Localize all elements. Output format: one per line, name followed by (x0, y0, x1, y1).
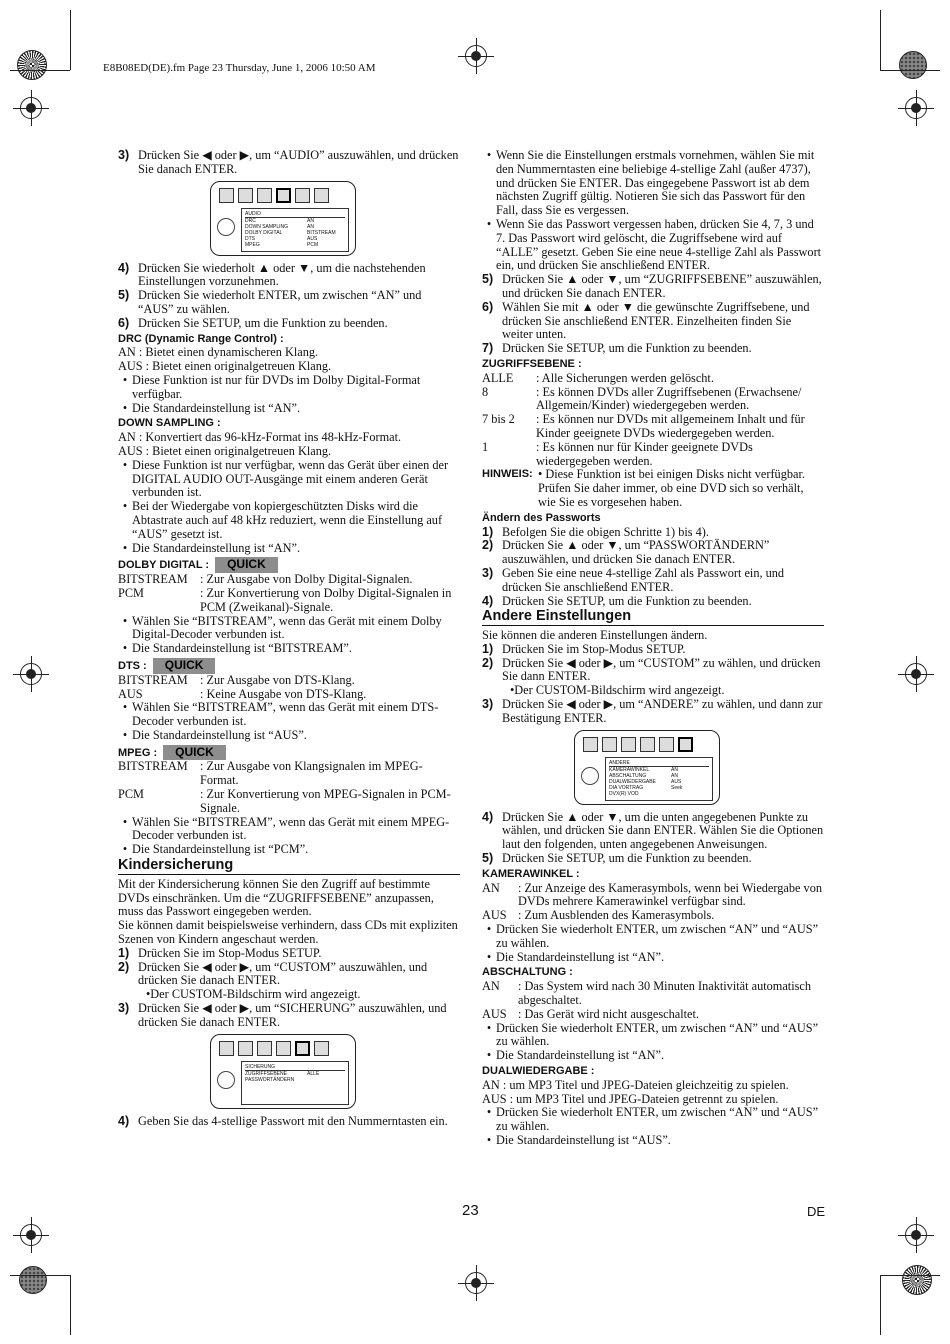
bullet-text: Wählen Sie “BITSTREAM”, wenn das Gerät mit einem DTS-Decoder verbunden ist. (132, 700, 439, 729)
step-item (482, 852, 824, 866)
definition-text: : Es können DVDs aller Zugriffsebenen (Erwachsene/ Allgemein/Kinder) wiedergegeben werden. (536, 384, 802, 413)
bullet-text: Die Standardeinstellung ist “AUS”. (496, 1133, 671, 1147)
step-item (482, 811, 824, 852)
indented-note: •Der CUSTOM-Bildschirm wird angezeigt. (146, 987, 361, 1002)
step-text: Drücken Sie ◀ oder ▶, um “ANDERE” zu wählen, und dann zur Bestätigung ENTER. (502, 697, 823, 725)
definition-text: : Zum Ausblenden des Kamerasymbols. (518, 908, 715, 923)
print-header: E8B08ED(DE).fm Page 23 Thursday, June 1, 2006 10:50 AM (103, 62, 376, 74)
menu-icon-bar (219, 188, 329, 203)
step-item (482, 698, 824, 726)
step-text: Drücken Sie ▲ oder ▼, um die unten angegebenen Punkte zu wählen, und drücken Sie dann ENTER. Wählen Sie die Optionen laut den folgenden, unten angegebenen Anweisungen. (502, 809, 824, 852)
paragraph: AN : um MP3 Titel und JPEG-Dateien gleichzeitig zu spielen. (482, 1077, 789, 1092)
step-text: Drücken Sie SETUP, um die Funktion zu beenden. (138, 315, 388, 330)
menu-row-label: KAMERAWINKEL (609, 766, 650, 773)
definition-term: PCM (118, 585, 144, 600)
step-item (482, 539, 824, 567)
bullet-item (118, 402, 460, 416)
menu-row-label: DTS (245, 235, 255, 242)
menu-tab-icon (238, 1041, 253, 1056)
bullet-text: Die Standardeinstellung ist “AN”. (132, 540, 301, 555)
step-item (482, 595, 824, 609)
menu-title: AUDIO (245, 211, 345, 218)
definition-row (482, 1008, 824, 1022)
definition-row (482, 909, 824, 923)
note-row (482, 468, 824, 509)
definition-term: 7 bis 2 (482, 412, 515, 427)
definition-term: BITSTREAM (118, 672, 188, 687)
section-heading: Kindersicherung (118, 859, 460, 875)
menu-row-value: Seek (671, 784, 683, 791)
menu-row-label: MPEG (245, 241, 260, 248)
subheading: DRC (Dynamic Range Control) : (118, 332, 284, 345)
registration-mark-top (465, 45, 487, 67)
definition-term: AUS (482, 1006, 507, 1021)
bullet-text: Wählen Sie “BITSTREAM”, wenn das Gerät mit einem Dolby Digital-Decoder verbunden ist. (132, 613, 442, 642)
definition-row (482, 372, 824, 386)
bullet-text: Diese Funktion ist nur verfügbar, wenn das Gerät über einen der DIGITAL AUDIO OUT-Ausgänge mit einem anderen Gerät verbunden ist. (132, 457, 449, 500)
definition-term: AN (482, 979, 500, 994)
step-number: 5) (482, 851, 494, 866)
step-text: Drücken Sie im Stop-Modus SETUP. (138, 945, 322, 960)
step-item (482, 567, 824, 595)
step-number: 3) (482, 697, 494, 712)
step-number: 4) (482, 809, 494, 824)
menu-row-value: BITSTREAM (307, 229, 336, 236)
step-number: 4) (118, 1113, 130, 1128)
menu-row-value: AN (307, 223, 314, 230)
bullet-item (118, 701, 460, 729)
bullet-dot: • (486, 922, 492, 937)
menu-row-value: AUS (307, 235, 318, 242)
bullet-dot: • (122, 499, 128, 514)
bullet-text: Die Standardeinstellung ist “AUS”. (132, 727, 307, 742)
menu-row-label: DVX(R) VOD (609, 790, 639, 797)
step-number: 5) (118, 288, 130, 303)
definition-row (482, 441, 824, 469)
bullet-item (118, 843, 460, 857)
crop-mark (880, 1275, 881, 1335)
bullet-item (482, 1106, 824, 1134)
definition-row (482, 386, 824, 414)
menu-tab-icon (314, 1041, 329, 1056)
menu-row-value: AN (671, 772, 678, 779)
menu-tab-icon (295, 1041, 310, 1056)
menu-row-label: DRC (245, 217, 256, 224)
registration-mark-mr (905, 663, 927, 685)
bullet-text: Die Standardeinstellung ist “AN”. (132, 400, 301, 415)
step-text: Wählen Sie mit ▲ oder ▼ die gewünschte Zugriffsebene, und drücken Sie anschließend ENTER. Einzelheiten finden Sie weiter unten. (502, 299, 810, 342)
remote-pad-icon (581, 767, 599, 785)
left-column (118, 149, 460, 1128)
step-text: Geben Sie das 4-stellige Passwort mit den Nummerntasten ein. (138, 1113, 448, 1128)
menu-tab-icon (295, 188, 310, 203)
bullet-item (482, 1134, 824, 1148)
bullet-dot: • (486, 1020, 492, 1035)
definition-row (118, 688, 460, 702)
paragraph: AN : Bietet einen dynamischeren Klang. (118, 345, 319, 360)
menu-tab-icon (314, 188, 329, 203)
menu-tab-icon (621, 737, 636, 752)
paragraph: Sie können damit beispielsweise verhindern, dass CDs mit expliziten Szenen von Kindern angeschaut werden. (118, 918, 458, 947)
bullet-item (482, 149, 824, 218)
definition-term: BITSTREAM (118, 572, 188, 587)
subheading-text: MPEG : (118, 746, 158, 759)
menu-row-label: DUALWIEDERGABE (609, 778, 656, 785)
step-text: Drücken Sie ◀ oder ▶, um “AUDIO” auszuwählen, und drücken Sie danach ENTER. (138, 148, 459, 176)
definition-term: AUS (482, 908, 507, 923)
bullet-dot: • (486, 216, 492, 231)
quick-badge: QUICK (163, 745, 226, 761)
step-number: 2) (482, 538, 494, 553)
bullet-text: Wenn Sie das Passwort vergessen haben, drücken Sie 4, 7, 3 und 7. Das Passwort wird gelöscht, die Zugriffsebene wird auf “ALLE” gesetzt. Geben Sie eine neue 4-stellige Zahl als Passwort ein, und drücken Sie anschließend ENTER. (496, 216, 822, 273)
menu-settings-box (241, 1061, 349, 1105)
menu-title: ANDERE (609, 760, 709, 767)
bullet-text: Wenn Sie die Einstellungen erstmals vornehmen, wählen Sie mit den Nummerntasten eine beliebige 4-stellige Zahl (außer 4737), und drücken Sie ENTER. Das eingegebene Passwort ist ab dem nächsten Zugriff gültig. Notieren Sie sich das Passwort für den Fall, dass Sie es vergessen. (496, 148, 815, 218)
subheading: DOWN SAMPLING : (118, 417, 221, 430)
bullet-dot: • (486, 949, 492, 964)
step-number: 2) (118, 959, 130, 974)
step-text: Drücken Sie wiederholt ▲ oder ▼, um die nachstehenden Einstellungen vorzunehmen. (138, 260, 426, 289)
bullet-text: Die Standardeinstellung ist “BITSTREAM”. (132, 641, 352, 656)
bullet-item (482, 218, 824, 273)
step-item (118, 1115, 460, 1129)
step-text: Drücken Sie SETUP, um die Funktion zu beenden. (502, 341, 752, 356)
definition-row (482, 413, 824, 441)
definition-row (482, 980, 824, 1008)
definition-text: : Zur Ausgabe von Klangsignalen im MPEG-Format. (200, 759, 423, 788)
menu-tab-icon (276, 1041, 291, 1056)
step-item (118, 1002, 460, 1030)
bullet-item (118, 642, 460, 656)
registration-mark-ml (20, 663, 42, 685)
step-number: 4) (482, 593, 494, 608)
subheading-text: DOLBY DIGITAL : (118, 559, 210, 572)
menu-row-value: PCM (307, 241, 319, 248)
bullet-text: Drücken Sie wiederholt ENTER, um zwischen “AN” und “AUS” zu wählen. (496, 1105, 819, 1134)
step-text: Befolgen Sie die obigen Schritte 1) bis 4). (502, 524, 709, 539)
step-number: 1) (118, 945, 130, 960)
bullet-item (482, 951, 824, 965)
menu-row (245, 242, 345, 248)
bullet-text: Die Standardeinstellung ist “AN”. (496, 949, 665, 964)
bullet-item (118, 459, 460, 500)
paragraph: AUS : Bietet einen originalgetreuen Klang. (118, 443, 332, 458)
bullet-item (482, 1049, 824, 1063)
bullet-text: Die Standardeinstellung ist “AN”. (496, 1048, 665, 1063)
menu-tab-icon (257, 188, 272, 203)
definition-term: ALLE (482, 370, 514, 385)
menu-row-value: AN (307, 217, 314, 224)
crop-mark (70, 1275, 71, 1335)
bullet-item (118, 729, 460, 743)
dot-target-tr (899, 51, 927, 79)
bullet-dot: • (486, 1105, 492, 1120)
bullet-dot: • (122, 700, 128, 715)
step-number: 1) (482, 524, 494, 539)
menu-row-label: DOWN SAMPLING (245, 223, 289, 230)
subheading: KAMERAWINKEL : (482, 867, 580, 880)
remote-pad-icon (217, 1071, 235, 1089)
quick-badge: QUICK (153, 658, 216, 674)
registration-mark-br (905, 1224, 927, 1246)
step-item (482, 657, 824, 685)
definition-term: AN (482, 880, 500, 895)
step-number: 5) (482, 272, 494, 287)
bullet-dot: • (122, 372, 128, 387)
step-text: Drücken Sie im Stop-Modus SETUP. (502, 641, 686, 656)
subheading-quick (118, 658, 460, 674)
step-item (118, 317, 460, 331)
bullet-dot: • (122, 540, 128, 555)
bullet-item (482, 923, 824, 951)
registration-mark-tr (905, 97, 927, 119)
step-text: Drücken Sie SETUP, um die Funktion zu beenden. (502, 851, 752, 866)
definition-text: : Zur Konvertierung von MPEG-Signalen in PCM-Signale. (200, 787, 451, 815)
step-text: Drücken Sie wiederholt ENTER, um zwischen “AN” und “AUS” zu wählen. (138, 288, 422, 316)
indented-note: •Der CUSTOM-Bildschirm wird angezeigt. (510, 683, 725, 698)
menu-icon-bar (219, 1041, 329, 1056)
paragraph: Mit der Kindersicherung können Sie den Zugriff auf bestimmte DVDs einschränken. Um die “ZUGRIFFSEBENE” anzupassen, muss das Passwort eingegeben werden. (118, 876, 434, 919)
definition-term: AUS (118, 686, 143, 701)
step-item (118, 149, 460, 177)
menu-title: SICHERUNG (245, 1064, 345, 1071)
menu-icon-bar (583, 737, 693, 752)
step-number: 7) (482, 341, 494, 356)
definition-text: : Keine Ausgabe von DTS-Klang. (200, 686, 367, 701)
setup-menu-screenshot (574, 730, 720, 805)
step-item (482, 342, 824, 356)
step-item (118, 289, 460, 317)
definition-term: 1 (482, 439, 489, 454)
crop-mark (10, 70, 70, 71)
bullet-dot: • (122, 457, 128, 472)
definition-text: : Zur Anzeige des Kamerasymbols, wenn bei Wiedergabe von DVDs mehrere Kamerawinkel verfügbar sind. (518, 880, 822, 909)
menu-tab-icon (678, 737, 693, 752)
registration-mark-tl (20, 97, 42, 119)
menu-row (609, 791, 709, 797)
registration-mark-bl (20, 1224, 42, 1246)
step-item (482, 643, 824, 657)
section-heading: Andere Einstellungen (482, 610, 824, 626)
step-number: 3) (118, 1001, 130, 1016)
definition-row (118, 788, 460, 816)
bullet-text: Die Standardeinstellung ist “PCM”. (132, 842, 309, 857)
bullet-item (118, 542, 460, 556)
bullet-dot: • (486, 1048, 492, 1063)
subheading-text: DTS : (118, 659, 147, 672)
bullet-dot: • (486, 148, 492, 162)
step-number: 2) (482, 655, 494, 670)
note-text: • Diese Funktion ist bei einigen Disks nicht verfügbar. Prüfen Sie daher immer, ob eine DVD sich so verhält, wie Sie es vorgesehen haben. (538, 467, 805, 509)
subheading-quick (118, 745, 460, 761)
step-text: Drücken Sie ◀ oder ▶, um “SICHERUNG” auszuwählen, und drücken Sie danach ENTER. (138, 1001, 447, 1029)
subheading: ABSCHALTUNG : (482, 966, 573, 979)
menu-tab-icon (276, 188, 291, 203)
quick-badge: QUICK (215, 557, 278, 573)
bullet-dot: • (122, 814, 128, 829)
menu-tab-icon (219, 188, 234, 203)
setup-menu-screenshot (210, 181, 356, 256)
language-code: DE (807, 1204, 826, 1219)
right-column (482, 149, 824, 1148)
step-item (482, 301, 824, 342)
bullet-item (118, 816, 460, 844)
note-label: HINWEIS: (482, 468, 533, 481)
step-number: 4) (118, 260, 130, 275)
step-item (118, 947, 460, 961)
bullet-text: Drücken Sie wiederholt ENTER, um zwischen “AN” und “AUS” zu wählen. (496, 922, 819, 950)
menu-settings-box (241, 208, 349, 252)
bullet-text: Bei der Wiedergabe von kopiergeschützten Disks wird die Abtastrate auch auf 48 kHz reduziert, wenn die Einstellung auf “AUS” gesetzt ist. (132, 499, 443, 541)
paragraph: Sie können die anderen Einstellungen ändern. (482, 628, 708, 643)
bullet-dot: • (122, 613, 128, 628)
step-text: Geben Sie eine neue 4-stellige Zahl als Passwort ein, und drücken Sie anschließend ENTER. (502, 565, 785, 594)
menu-tab-icon (659, 737, 674, 752)
bullet-dot: • (122, 842, 128, 857)
menu-tab-icon (583, 737, 598, 752)
definition-row (118, 573, 460, 587)
definition-text: : Zur Ausgabe von Dolby Digital-Signalen. (200, 572, 413, 587)
step-number: 3) (118, 148, 130, 162)
star-target-tl (17, 50, 47, 80)
bullet-dot: • (122, 727, 128, 742)
step-number: 3) (482, 565, 494, 580)
bullet-item (482, 1022, 824, 1050)
crop-mark (10, 1275, 70, 1276)
menu-row-label: ZUGRIFFSEBENE (245, 1070, 287, 1077)
step-text: Drücken Sie ▲ oder ▼, um “ZUGRIFFSEBENE” auszuwählen, und drücken Sie danach ENTER. (502, 272, 822, 300)
step-item (118, 262, 460, 290)
step-text: Drücken Sie SETUP, um die Funktion zu beenden. (502, 593, 752, 608)
menu-row-label: DOLBY DIGITAL (245, 229, 283, 236)
menu-tab-icon (219, 1041, 234, 1056)
definition-row (482, 882, 824, 910)
menu-tab-icon (640, 737, 655, 752)
subheading: ZUGRIFFSEBENE : (482, 357, 582, 370)
star-target-br (902, 1265, 932, 1295)
definition-text: : Zur Ausgabe von DTS-Klang. (200, 672, 355, 687)
bullet-text: Diese Funktion ist nur für DVDs im Dolby Digital-Format verfügbar. (132, 372, 421, 401)
subheading: DUALWIEDERGABE : (482, 1065, 595, 1078)
menu-settings-box (605, 757, 713, 801)
definition-text: : Es können nur DVDs mit allgemeinem Inhalt und für Kinder geeignete DVDs wiedergegeben werden. (536, 412, 805, 440)
definition-text: : Zur Konvertierung von Dolby Digital-Signalen in PCM (Zweikanal)-Signale. (200, 585, 452, 614)
menu-row (245, 1077, 345, 1083)
menu-tab-icon (602, 737, 617, 752)
dot-target-bl (19, 1266, 47, 1294)
definition-row (118, 674, 460, 688)
bullet-item (118, 615, 460, 643)
menu-tab-icon (257, 1041, 272, 1056)
setup-menu-screenshot (210, 1034, 356, 1109)
menu-row-value: AUS (671, 778, 682, 785)
crop-mark (70, 10, 71, 70)
step-item (482, 273, 824, 301)
definition-text: : Alle Sicherungen werden gelöscht. (536, 370, 714, 385)
definition-text: : Es können nur für Kinder geeignete DVDs wiedergegeben werden. (536, 439, 753, 468)
definition-row (118, 587, 460, 615)
menu-row-value: AN (671, 766, 678, 773)
menu-row-label: PASSWORTÄNDERN (245, 1076, 295, 1083)
definition-text: : Das System wird nach 30 Minuten Inaktivität automatisch abgeschaltet. (518, 979, 812, 1008)
bullet-dot: • (122, 641, 128, 656)
crop-mark (880, 1275, 940, 1276)
definition-term: PCM (118, 787, 144, 802)
paragraph: AN : Konvertiert das 96-kHz-Format ins 48-kHz-Format. (118, 430, 402, 445)
definition-term: BITSTREAM (118, 759, 188, 774)
bullet-item (118, 500, 460, 541)
step-text: Drücken Sie ◀ oder ▶, um “CUSTOM” auszuwählen, und drücken Sie danach ENTER. (138, 959, 428, 988)
bullet-text: Wählen Sie “BITSTREAM”, wenn das Gerät mit einem MPEG-Decoder verbunden ist. (132, 814, 450, 843)
bullet-dot: • (486, 1133, 492, 1147)
menu-tab-icon (238, 188, 253, 203)
paragraph: AUS : um MP3 Titel und JPEG-Dateien getrennt zu spielen. (482, 1091, 779, 1106)
bullet-dot: • (122, 400, 128, 415)
step-number: 6) (482, 299, 494, 314)
crop-mark (880, 10, 881, 70)
step-text: Drücken Sie ▲ oder ▼, um “PASSWORTÄNDERN” auszuwählen, und drücken Sie danach ENTER. (502, 538, 770, 567)
bullet-item (118, 374, 460, 402)
menu-row-label: DIA VORTRAG (609, 784, 644, 791)
definition-term: 8 (482, 384, 489, 399)
menu-row-label: ABSCHALTUNG (609, 772, 647, 779)
step-item (482, 526, 824, 540)
paragraph: AUS : Bietet einen originalgetreuen Klang. (118, 359, 332, 374)
step-item (118, 961, 460, 989)
step-number: 6) (118, 315, 130, 330)
menu-row-value: ALLE (307, 1070, 320, 1077)
remote-pad-icon (217, 218, 235, 236)
crop-mark (880, 70, 940, 71)
definition-text: : Das Gerät wird nicht ausgeschaltet. (518, 1006, 699, 1021)
step-text: Drücken Sie ◀ oder ▶, um “CUSTOM” zu wählen, und drücken Sie dann ENTER. (502, 655, 821, 684)
bullet-text: Drücken Sie wiederholt ENTER, um zwischen “AN” und “AUS” zu wählen. (496, 1020, 819, 1049)
registration-mark-bottom (465, 1272, 487, 1294)
page-number: 23 (462, 1202, 479, 1219)
subheading: Ändern des Passworts (482, 511, 601, 524)
step-number: 1) (482, 641, 494, 656)
subheading-quick (118, 557, 460, 573)
definition-row (118, 760, 460, 788)
